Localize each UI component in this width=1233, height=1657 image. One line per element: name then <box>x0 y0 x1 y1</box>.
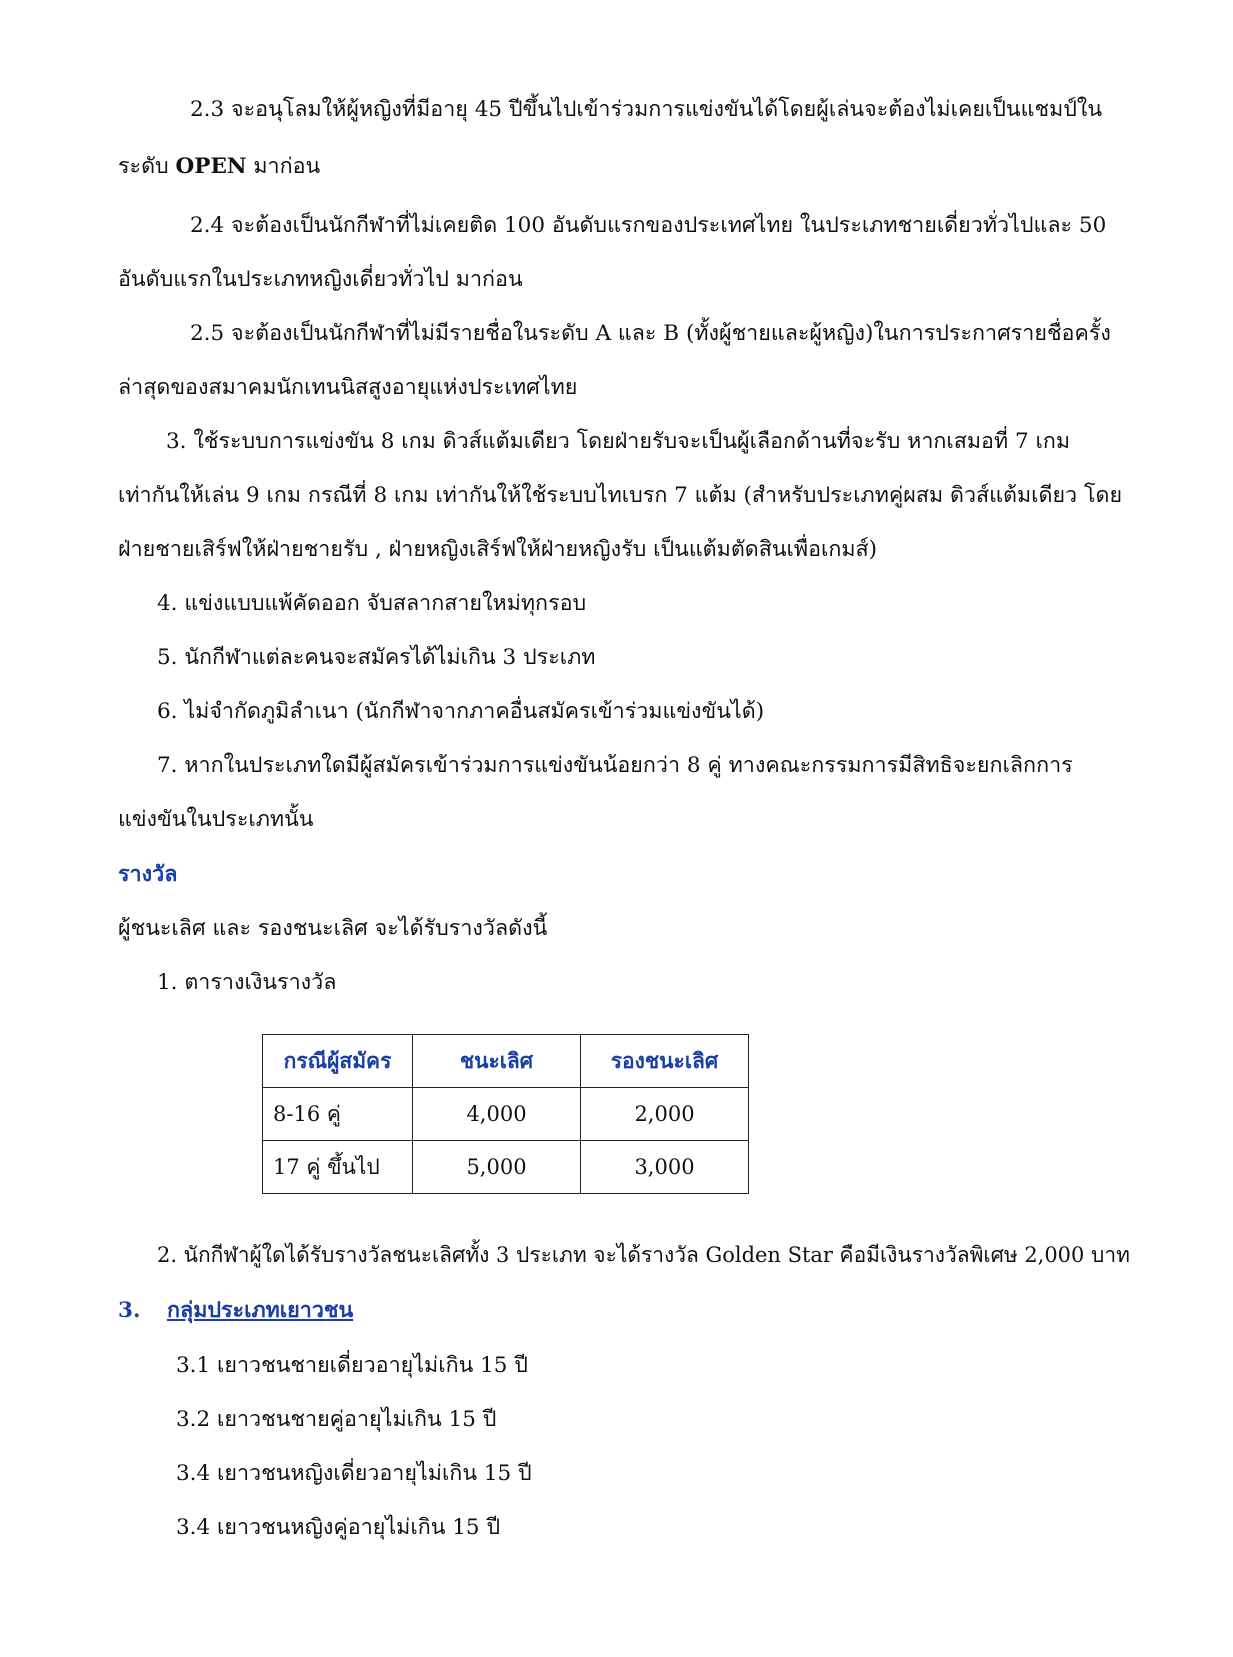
rule-5: 5. นักกีฬาแต่ละคนจะสมัครได้ไม่เกิน 3 ประเภท <box>157 645 596 670</box>
youth-section-title: กลุ่มประเภทเยาวชน <box>167 1298 354 1323</box>
rule-3-line-3: ฝ่ายชายเสิร์ฟให้ฝ่ายชายรับ , ฝ่ายหญิงเสิร์ฟให้ฝ่ายหญิงรับ เป็นแต้มตัดสินเพื่อเกมส์) <box>118 537 878 562</box>
rule-2-3-line-1: 2.3 จะอนุโลมให้ผู้หญิงที่มีอายุ 45 ปีขึ้นไปเข้าร่วมการแข่งขันได้โดยผู้เล่นจะต้องไม่เคยเป็นแชมป์ใน <box>190 97 1103 122</box>
rule-2-4-line-2: อันดับแรกในประเภทหญิงเดี่ยวทั่วไป มาก่อน <box>118 267 523 292</box>
table-row <box>263 1141 749 1194</box>
youth-section-number: 3. <box>118 1298 141 1323</box>
prize-item-1: 1. ตารางเงินรางวัล <box>157 970 337 995</box>
rule-7-line-1: 7. หากในประเภทใดมีผู้สมัครเข้าร่วมการแข่งขันน้อยกว่า 8 คู่ ทางคณะกรรมการมีสิทธิจะยกเลิกการ <box>157 753 1073 778</box>
table-cell: 5,000 <box>413 1141 581 1194</box>
rule-3-line-1: 3. ใช้ระบบการแข่งขัน 8 เกม ดิวส์แต้มเดียว โดยฝ่ายรับจะเป็นผู้เลือกด้านที่จะรับ หากเสมอที่ 7 เกม <box>166 429 1071 454</box>
youth-item: 3.4 เยาวชนหญิงคู่อายุไม่เกิน 15 ปี <box>176 1515 501 1540</box>
table-header-cell: ชนะเลิศ <box>413 1035 581 1088</box>
table-cell: 17 คู่ ขึ้นไป <box>263 1141 413 1194</box>
rule-6: 6. ไม่จำกัดภูมิลำเนา (นักกีฬาจากภาคอื่นสมัครเข้าร่วมแข่งขันได้) <box>157 699 765 724</box>
prize-item-2: 2. นักกีฬาผู้ใดได้รับรางวัลชนะเลิศทั้ง 3 ประเภท จะได้รางวัล Golden Star คือมีเงินรางวัลพิเศษ 2,000 บาท <box>157 1243 1130 1268</box>
table-header-row <box>263 1035 749 1088</box>
rule-2-4-line-1: 2.4 จะต้องเป็นนักกีฬาที่ไม่เคยติด 100 อันดับแรกของประเทศไทย ในประเภทชายเดี่ยวทั่วไปและ 50 <box>190 213 1107 238</box>
table-cell: 2,000 <box>581 1088 749 1141</box>
rule-3-line-2: เท่ากันให้เล่น 9 เกม กรณีที่ 8 เกม เท่ากันให้ใช้ระบบไทเบรก 7 แต้ม (สำหรับประเภทคู่ผสม ดิวส์แต้มเดียว โดย <box>118 483 1123 508</box>
table-header-cell: รองชนะเลิศ <box>581 1035 749 1088</box>
table-header-cell: กรณีผู้สมัคร <box>263 1035 413 1088</box>
open-level-bold: OPEN <box>175 154 247 179</box>
youth-item: 3.4 เยาวชนหญิงเดี่ยวอายุไม่เกิน 15 ปี <box>176 1461 532 1486</box>
youth-item: 3.1 เยาวชนชายเดี่ยวอายุไม่เกิน 15 ปี <box>176 1353 528 1378</box>
table-cell: 8-16 คู่ <box>263 1088 413 1141</box>
rule-2-5-line-2: ล่าสุดของสมาคมนักเทนนิสสูงอายุแห่งประเทศไทย <box>118 375 578 400</box>
prize-intro: ผู้ชนะเลิศ และ รองชนะเลิศ จะได้รับรางวัลดังนี้ <box>118 916 548 941</box>
prize-heading: รางวัล <box>118 862 178 887</box>
table-cell: 4,000 <box>413 1088 581 1141</box>
prize-table <box>262 1034 749 1194</box>
rule-2-3-prefix: ระดับ <box>118 154 176 179</box>
rule-2-5-line-1: 2.5 จะต้องเป็นนักกีฬาที่ไม่มีรายชื่อในระดับ A และ B (ทั้งผู้ชายและผู้หญิง)ในการประกาศรายชื่อครั้ง <box>190 321 1111 346</box>
rule-4: 4. แข่งแบบแพ้คัดออก จับสลากสายใหม่ทุกรอบ <box>157 591 587 616</box>
table-cell: 3,000 <box>581 1141 749 1194</box>
rule-2-3-line-2 <box>118 152 320 182</box>
youth-item: 3.2 เยาวชนชายคู่อายุไม่เกิน 15 ปี <box>176 1407 497 1432</box>
rule-2-3-suffix: มาก่อน <box>246 154 321 179</box>
rule-7-line-2: แข่งขันในประเภทนั้น <box>118 807 314 832</box>
table-row <box>263 1088 749 1141</box>
